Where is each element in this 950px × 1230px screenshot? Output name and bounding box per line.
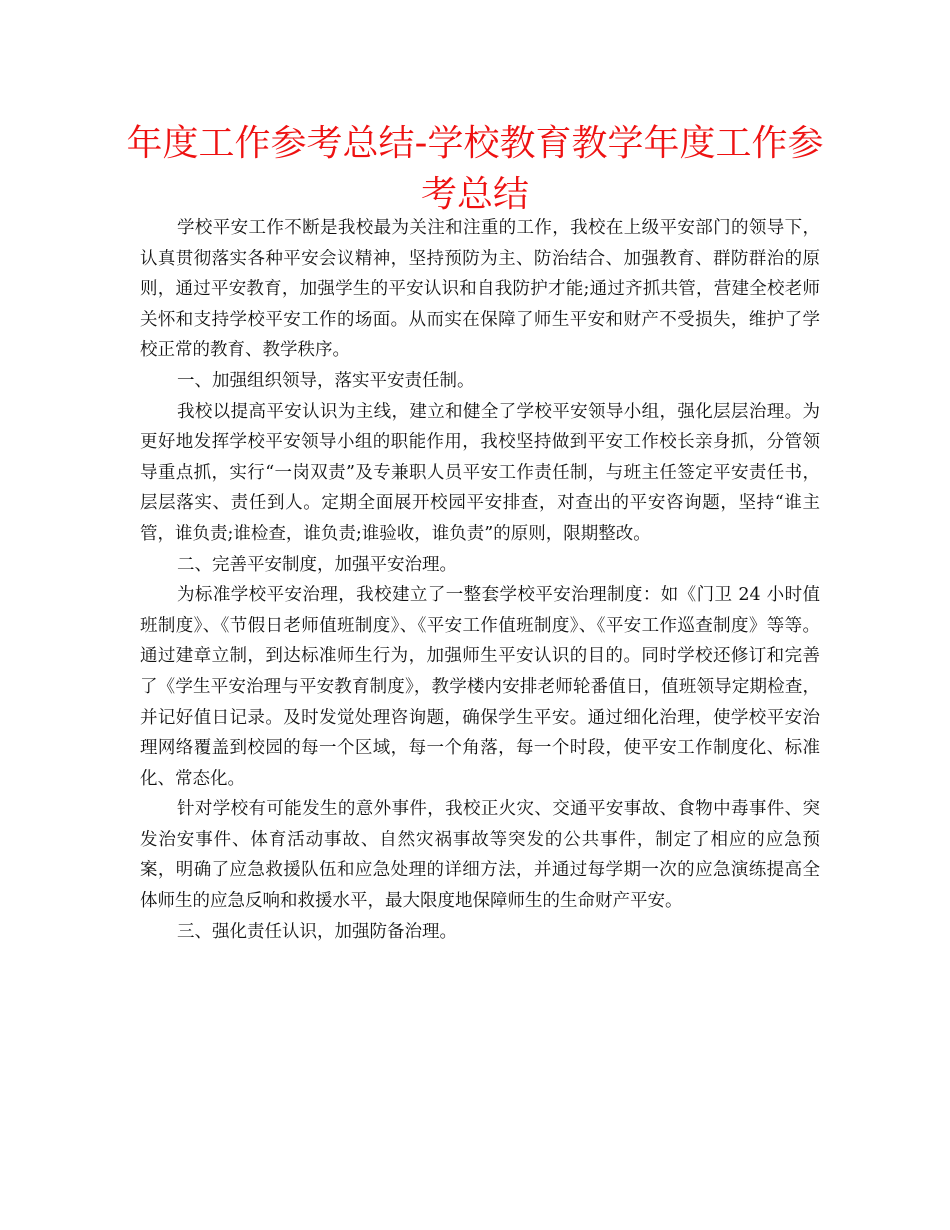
paragraph-organization: 我校以提高平安认识为主线，建立和健全了学校平安领导小组，强化层层治理。为更好地发挥学校平安领导小组的职能作用，我校坚持做到平安工作校长亲身抓，分管领导重点抓，实行“一岗双责”及专兼职人员平安工作责任制，与班主任签定平安责任书，层层落实、责任到人。定期全面展开校园平安排查，对查出的平安咨询题，坚持“谁主管，谁负责;谁检查，谁负责;谁验收，谁负责”的原则，限期整改。 — [140, 401, 820, 544]
document-body — [140, 213, 820, 947]
paragraph-emergency: 针对学校有可能发生的意外事件，我校正火灾、交通平安事故、食物中毒事件、突发治安事件、体育活动事故、自然灾祸事故等突发的公共事件，制定了相应的应急预案，明确了应急救援队伍和应急处理的详细方法，并通过每学期一次的应急演练提高全体师生的应急反响和救援水平，最大限度地保障师生的生命财产平安。 — [140, 799, 820, 912]
paragraph-intro: 学校平安工作不断是我校最为关注和注重的工作，我校在上级平安部门的领导下，认真贯彻落实各种平安会议精神，坚持预防为主、防治结合、加强教育、群防群治的原则，通过平安教育，加强学生的平安认识和自我防护才能;通过齐抓共管，营建全校老师关怀和支持学校平安工作的场面。从而实在保障了师生平安和财产不受损失，维护了学校正常的教育、教学秩序。 — [140, 218, 820, 361]
section-heading-3: 三、强化责任认识，加强防备治理。 — [177, 921, 457, 942]
section-heading-2: 二、完善平安制度，加强平安治理。 — [177, 554, 457, 575]
section-heading-1: 一、加强组织领导，落实平安责任制。 — [177, 370, 475, 391]
paragraph-rules: 为标准学校平安治理，我校建立了一整套学校平安治理制度：如《门卫 24 小时值班制度》、《节假日老师值班制度》、《平安工作值班制度》、《平安工作巡查制度》等等。通过建章立制，到达标准师生行为，加强师生平安认识的目的。同时学校还修订和完善了《学生平安治理与平安教育制度》，教学楼内安排老师轮番值日，值班领导定期检查，并记好值日记录。及时发觉处理咨询题，确保学生平安。通过细化治理，使学校平安治理网络覆盖到校园的每一个区域，每一个角落，每一个时段，使平安工作制度化、标准化、常态化。 — [140, 585, 820, 789]
document-title: 年度工作参考总结-学校教育教学年度工作参考总结 — [126, 123, 824, 215]
